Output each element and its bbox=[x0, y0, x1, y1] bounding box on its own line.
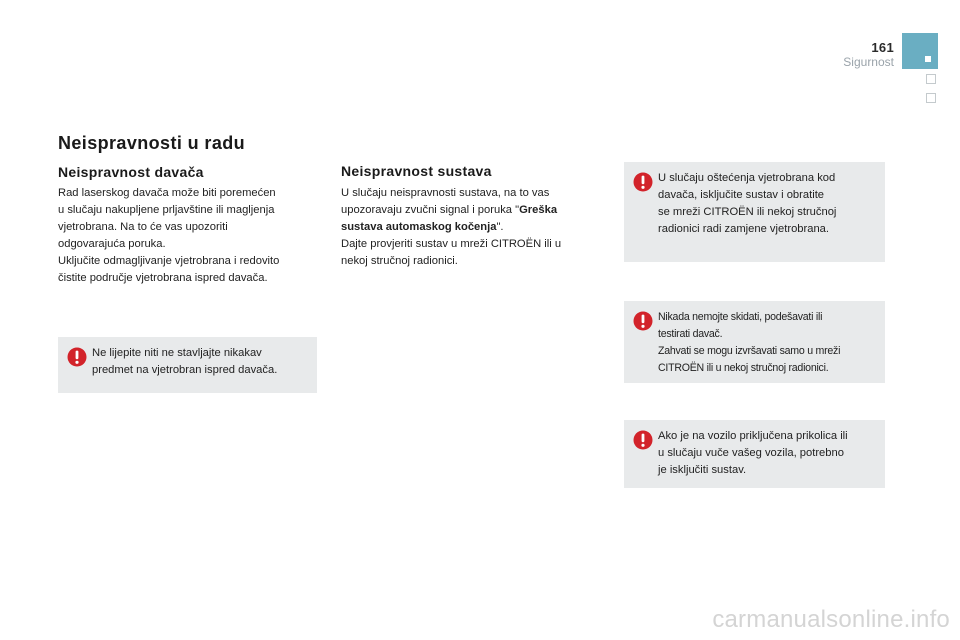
text-line: odgovarajuća poruka. bbox=[58, 238, 166, 250]
sensor-fault-text bbox=[58, 185, 313, 287]
warning-box-windscreen-damage bbox=[624, 162, 885, 262]
warning-text bbox=[658, 309, 873, 377]
warning-text bbox=[658, 170, 873, 238]
text-line: testirati davač. bbox=[658, 328, 723, 340]
text-line: Nikada nemojte skidati, podešavati ili bbox=[658, 311, 823, 323]
text-line: u slučaju vuče vašeg vozila, potrebno bbox=[658, 447, 844, 459]
text-line bbox=[341, 202, 596, 219]
chapter-tab-3[interactable] bbox=[926, 93, 936, 103]
text-line: vjetrobrana. Na to će vas upozoriti bbox=[58, 221, 228, 233]
text-line: Zahvati se mogu izvršavati samo u mreži bbox=[658, 345, 841, 357]
text-line: Rad laserskog davača može biti poremećen bbox=[58, 187, 276, 199]
text-line: je isključiti sustav. bbox=[658, 464, 747, 476]
text-line: se mreži CITROËN ili nekoj stručnoj bbox=[658, 206, 837, 218]
page-title: Neispravnosti u radu bbox=[58, 133, 246, 153]
chapter-tab-active[interactable] bbox=[902, 33, 938, 69]
text-line: davača, isključite sustav i obratite bbox=[658, 189, 825, 201]
system-fault-heading: Neispravnost sustava bbox=[341, 163, 492, 179]
text-line: U slučaju oštećenja vjetrobrana kod bbox=[658, 172, 836, 184]
warning-icon bbox=[67, 347, 87, 367]
text-line bbox=[341, 219, 596, 236]
text-line: predmet na vjetrobran ispred davača. bbox=[92, 364, 278, 376]
text-line: nekoj stručnoj radionici. bbox=[341, 255, 458, 267]
watermark: carmanualsonline.info bbox=[712, 606, 950, 633]
text-line: Dajte provjeriti sustav u mreži CITROËN ili u bbox=[341, 238, 562, 250]
text-line: čistite područje vjetrobrana ispred davača. bbox=[58, 272, 268, 284]
tab-marker-icon bbox=[925, 56, 931, 62]
warning-box-do-not-tamper bbox=[624, 301, 885, 383]
chapter-tab-2[interactable] bbox=[926, 74, 936, 84]
warning-box-towing bbox=[624, 420, 885, 488]
section-label: Sigurnost bbox=[843, 55, 894, 69]
text-fragment: ". bbox=[496, 221, 504, 233]
system-fault-text bbox=[341, 185, 596, 270]
warning-icon bbox=[633, 172, 653, 192]
text-line: Uključite odmagljivanje vjetrobrana i redovito bbox=[58, 255, 280, 267]
text-line: radionici radi zamjene vjetrobrana. bbox=[658, 223, 830, 235]
warning-text bbox=[658, 428, 873, 479]
text-line: u slučaju nakupljene prljavštine ili magljenja bbox=[58, 204, 275, 216]
warning-icon bbox=[633, 311, 653, 331]
text-line: U slučaju neispravnosti sustava, na to vas bbox=[341, 187, 550, 199]
message-name-bold: sustava automaskog kočenja bbox=[341, 221, 497, 233]
page-number: 161 bbox=[871, 40, 894, 55]
text-fragment: upozoravaju zvučni signal i poruka " bbox=[341, 204, 520, 216]
text-line: Ne lijepite niti ne stavljajte nikakav bbox=[92, 347, 262, 359]
warning-icon bbox=[633, 430, 653, 450]
warning-text bbox=[92, 345, 305, 379]
message-name-bold: Greška bbox=[519, 204, 558, 216]
warning-box-windscreen-objects bbox=[58, 337, 317, 393]
text-line: CITROËN ili u nekoj stručnoj radionici. bbox=[658, 362, 829, 374]
text-line: Ako je na vozilo priključena prikolica ili bbox=[658, 430, 848, 442]
sensor-fault-heading: Neispravnost davača bbox=[58, 164, 204, 180]
